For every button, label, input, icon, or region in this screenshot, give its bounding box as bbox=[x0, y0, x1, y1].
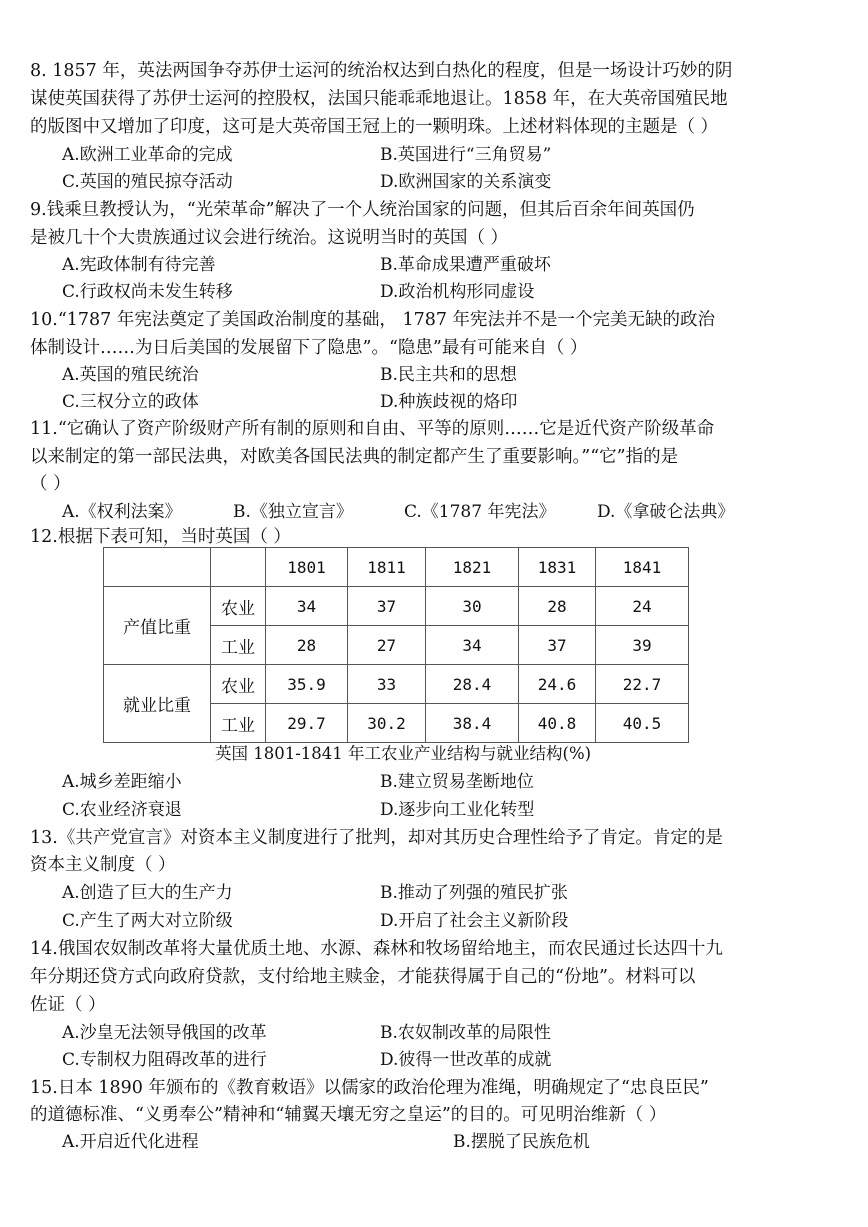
table-header-row bbox=[104, 548, 689, 587]
q10-option-d[interactable]: D.种族歧视的烙印 bbox=[380, 392, 518, 412]
q8-stem-line-2: 谋使英国获得了苏伊士运河的控股权，法国只能乖乖地退让。1858 年，在大英帝国殖民地 bbox=[30, 89, 728, 109]
q9-option-d[interactable]: D.政治机构形同虚设 bbox=[380, 282, 535, 302]
q10-option-a[interactable]: A.英国的殖民统治 bbox=[62, 365, 199, 385]
table-cell: 30.2 bbox=[348, 704, 426, 743]
table-cell: 38.4 bbox=[426, 704, 519, 743]
q8-option-d[interactable]: D.欧洲国家的关系演变 bbox=[380, 172, 552, 192]
q15-option-a[interactable]: A.开启近代化进程 bbox=[62, 1132, 199, 1152]
table-cell: 40.5 bbox=[596, 704, 689, 743]
table-cell: 22.7 bbox=[596, 665, 689, 704]
table-cell: 28 bbox=[519, 587, 596, 626]
q9-option-b[interactable]: B.革命成果遭严重破坏 bbox=[380, 255, 551, 275]
q9-option-c[interactable]: C.行政权尚未发生转移 bbox=[62, 282, 233, 302]
q14-option-b[interactable]: B.农奴制改革的局限性 bbox=[380, 1023, 551, 1043]
q12-option-c[interactable]: C.农业经济衰退 bbox=[62, 800, 182, 820]
q8-option-b[interactable]: B.英国进行“三角贸易” bbox=[380, 145, 552, 165]
table-caption: 英国 1801-1841 年工农业产业结构与就业结构(%) bbox=[215, 744, 592, 763]
q10-stem-line-2: 体制设计……为日后美国的发展留下了隐患”。“隐患”最有可能来自（ ） bbox=[30, 338, 588, 358]
q9-option-a[interactable]: A.宪政体制有待完善 bbox=[62, 255, 216, 275]
table-cell: 39 bbox=[596, 626, 689, 665]
year-header-1821: 1821 bbox=[426, 548, 519, 587]
table-cell: 34 bbox=[426, 626, 519, 665]
year-header-1841: 1841 bbox=[596, 548, 689, 587]
q13-option-c[interactable]: C.产生了两大对立阶级 bbox=[62, 911, 233, 931]
table-cell: 34 bbox=[266, 587, 348, 626]
table-row bbox=[104, 665, 689, 704]
q9-stem-line-1: 9.钱乘旦教授认为，“光荣革命”解决了一个人统治国家的问题，但其后百余年间英国仍 bbox=[30, 200, 695, 220]
q12-option-b[interactable]: B.建立贸易垄断地位 bbox=[380, 772, 534, 792]
q10-option-c[interactable]: C.三权分立的政体 bbox=[62, 392, 199, 412]
table-corner-cell bbox=[104, 548, 211, 587]
sector-label: 农业 bbox=[211, 587, 266, 626]
table-row bbox=[104, 587, 689, 626]
group-label-output: 产值比重 bbox=[104, 587, 211, 665]
table-cell: 24 bbox=[596, 587, 689, 626]
q8-stem-line-3: 的版图中又增加了印度，这可是大英帝国王冠上的一颗明珠。上述材料体现的主题是（ ） bbox=[30, 117, 719, 137]
q12-option-d[interactable]: D.逐步向工业化转型 bbox=[380, 800, 535, 820]
q10-stem-line-1: 10.“1787 年宪法奠定了美国政治制度的基础， 1787 年宪法并不是一个完美无缺的政治 bbox=[30, 310, 716, 330]
q13-option-a[interactable]: A.创造了巨大的生产力 bbox=[62, 883, 233, 903]
q8-option-c[interactable]: C.英国的殖民掠夺活动 bbox=[62, 172, 233, 192]
q10-option-b[interactable]: B.民主共和的思想 bbox=[380, 365, 517, 385]
q11-stem-line-1: 11.“它确认了资产阶级财产所有制的原则和自由、平等的原则……它是近代资产阶级革命 bbox=[30, 419, 715, 439]
year-header-1801: 1801 bbox=[266, 548, 348, 587]
q15-stem-line-2: 的道德标准、“义勇奉公”精神和“辅翼天壤无穷之皇运”的目的。可见明治维新（ ） bbox=[30, 1105, 667, 1125]
table-cell: 24.6 bbox=[519, 665, 596, 704]
q14-stem-line-3: 佐证（ ） bbox=[30, 995, 106, 1015]
q13-stem-line-1: 13.《共产党宣言》对资本主义制度进行了批判，却对其历史合理性给予了肯定。肯定的是 bbox=[30, 828, 723, 848]
q11-option-d[interactable]: D.《拿破仑法典》 bbox=[597, 502, 735, 522]
q12-option-a[interactable]: A.城乡差距缩小 bbox=[62, 772, 182, 792]
table-cell: 37 bbox=[519, 626, 596, 665]
q12-stem-line-1: 12.根据下表可知，当时英国（ ） bbox=[30, 527, 291, 547]
q14-option-d[interactable]: D.彼得一世改革的成就 bbox=[380, 1050, 552, 1070]
q11-option-c[interactable]: C.《1787 年宪法》 bbox=[404, 502, 556, 522]
group-label-employment: 就业比重 bbox=[104, 665, 211, 743]
q13-option-d[interactable]: D.开启了社会主义新阶段 bbox=[380, 911, 569, 931]
q11-stem-line-3: （ ） bbox=[30, 474, 71, 494]
table-corner-cell bbox=[211, 548, 266, 587]
q9-stem-line-2: 是被几十个大贵族通过议会进行统治。这说明当时的英国（ ） bbox=[30, 228, 509, 248]
q15-stem-line-1: 15.日本 1890 年颁布的《教育敕语》以儒家的政治伦理为准绳，明确规定了“忠良臣民” bbox=[30, 1078, 709, 1098]
table-cell: 28 bbox=[266, 626, 348, 665]
q11-option-a[interactable]: A.《权利法案》 bbox=[62, 502, 182, 522]
table-cell: 27 bbox=[348, 626, 426, 665]
q14-option-c[interactable]: C.专制权力阻碍改革的进行 bbox=[62, 1050, 267, 1070]
q15-option-b[interactable]: B.摆脱了民族危机 bbox=[453, 1132, 590, 1152]
sector-label: 工业 bbox=[211, 704, 266, 743]
q8-option-a[interactable]: A.欧洲工业革命的完成 bbox=[62, 145, 233, 165]
year-header-1811: 1811 bbox=[348, 548, 426, 587]
sector-label: 工业 bbox=[211, 626, 266, 665]
q13-option-b[interactable]: B.推动了列强的殖民扩张 bbox=[380, 883, 568, 903]
table-cell: 28.4 bbox=[426, 665, 519, 704]
table-cell: 40.8 bbox=[519, 704, 596, 743]
table-cell: 30 bbox=[426, 587, 519, 626]
industry-structure-table bbox=[103, 547, 689, 743]
q14-option-a[interactable]: A.沙皇无法领导俄国的改革 bbox=[62, 1023, 267, 1043]
q11-option-b[interactable]: B.《独立宣言》 bbox=[233, 502, 353, 522]
q14-stem-line-2: 年分期还贷方式向政府贷款，支付给地主赎金，才能获得属于自己的“份地”。材料可以 bbox=[30, 967, 696, 987]
table-cell: 29.7 bbox=[266, 704, 348, 743]
q11-stem-line-2: 以来制定的第一部民法典，对欧美各国民法典的制定都产生了重要影响。”“它”指的是 bbox=[30, 447, 679, 467]
q14-stem-line-1: 14.俄国农奴制改革将大量优质土地、水源、森林和牧场留给地主，而农民通过长达四十九 bbox=[30, 939, 723, 959]
q8-stem-line-1: 8. 1857 年，英法两国争夺苏伊士运河的统治权达到白热化的程度，但是一场设计巧妙的阴 bbox=[30, 61, 733, 81]
table-cell: 35.9 bbox=[266, 665, 348, 704]
year-header-1831: 1831 bbox=[519, 548, 596, 587]
sector-label: 农业 bbox=[211, 665, 266, 704]
q13-stem-line-2: 资本主义制度（ ） bbox=[30, 855, 176, 875]
table-cell: 37 bbox=[348, 587, 426, 626]
table-cell: 33 bbox=[348, 665, 426, 704]
